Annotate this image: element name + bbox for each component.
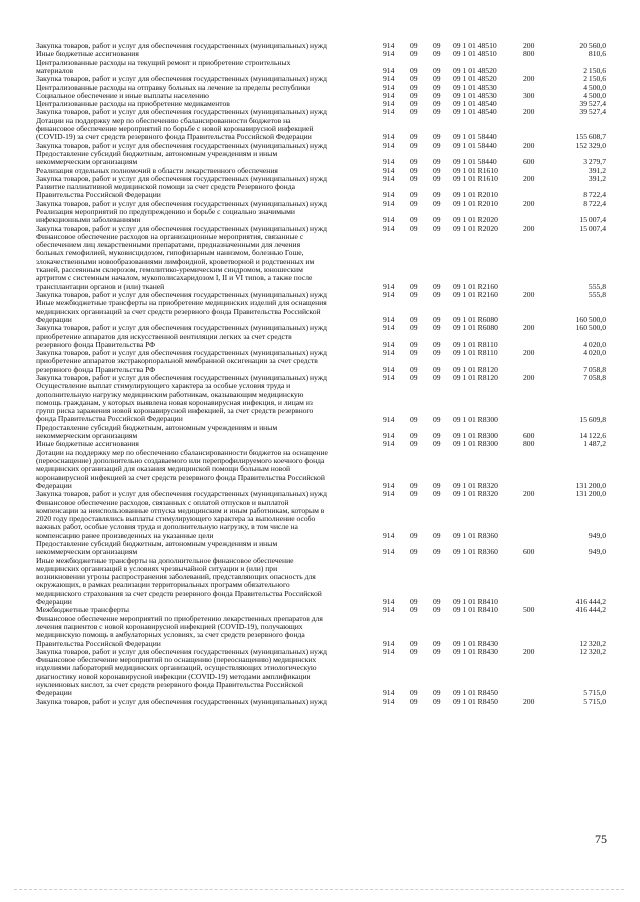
cell-ved: 914: [383, 215, 395, 225]
row-description: Осуществление выплат стимулирующего характера за особые условия труда и дополнительную нагрузку медицинским работникам, оказывающим медицинскую помощь гражданам, у которых выявлена новая коронавирусная инфекция, и лицам из групп риска заражения новой коронавирусной инфекцией, за счет средств резервного фонда Правительства Российской Федерации: [36, 381, 314, 424]
cell-ved: 914: [383, 107, 395, 117]
row-description: Предоставление субсидий бюджетным, автономным учреждениям и иным некоммерческим организациям: [36, 539, 278, 557]
cell-pr: 09: [433, 605, 441, 615]
cell-sum: 4 500,0: [583, 82, 606, 92]
row-description: Закупка товаров, работ и услуг для обеспечения государственных (муниципальных) нужд: [36, 173, 327, 183]
cell-ved: 914: [383, 281, 395, 291]
cell-ved: 914: [383, 82, 395, 92]
cell-pr: 09: [433, 157, 441, 167]
cell-pr: 09: [433, 190, 441, 200]
cell-pr: 09: [433, 132, 441, 142]
row-description: Закупка товаров, работ и услуг для обеспечения государственных (муниципальных) нужд: [36, 41, 327, 50]
cell-sum: 14 122,6: [579, 431, 606, 441]
cell-vr: 500: [523, 605, 535, 615]
cell-ved: 914: [383, 132, 395, 142]
cell-ved: 914: [383, 65, 395, 75]
cell-pr: 09: [433, 281, 441, 291]
cell-csr: 09 1 01 48520: [453, 74, 497, 84]
cell-sum: 5 715,0: [583, 696, 606, 706]
cell-pr: 09: [433, 489, 441, 499]
cell-ved: 914: [383, 90, 395, 100]
cell-vr: 200: [523, 41, 535, 50]
row-description: Иные межбюджетные трансферты на приобретение медицинских изделий для оснащения медицинских организаций за счет средств резервного фонда Правительства Российской Федерации: [36, 298, 327, 324]
row-description: Межбюджетные трансферты: [36, 605, 129, 615]
cell-vr: 600: [523, 547, 535, 557]
cell-sum: 160 500,0: [575, 323, 606, 333]
scan-edge-divider: [14, 889, 624, 890]
row-description: Закупка товаров, работ и услуг для обеспечения государственных (муниципальных) нужд: [36, 348, 327, 358]
cell-sum: 391,2: [588, 173, 606, 183]
cell-ved: 914: [383, 99, 395, 109]
cell-rz: 09: [410, 281, 418, 291]
table-row: [36, 499, 606, 541]
cell-pr: 09: [433, 49, 441, 59]
cell-sum: 131 200,0: [575, 489, 606, 499]
cell-sum: 949,0: [588, 547, 606, 557]
cell-ved: 914: [383, 49, 395, 59]
page-number: 75: [595, 832, 607, 846]
cell-rz: 09: [410, 414, 418, 424]
cell-pr: 09: [433, 74, 441, 84]
cell-rz: 09: [410, 348, 418, 358]
cell-csr: 09 1 01 48540: [453, 107, 497, 117]
cell-sum: 131 200,0: [575, 480, 606, 490]
cell-ved: 914: [383, 439, 395, 449]
cell-sum: 39 527,4: [579, 107, 606, 117]
cell-csr: 09 1 01 R2020: [453, 215, 498, 225]
cell-rz: 09: [410, 173, 418, 183]
cell-vr: 200: [523, 373, 535, 382]
cell-rz: 09: [410, 696, 418, 706]
cell-csr: 09 1 01 48510: [453, 49, 497, 59]
cell-rz: 09: [410, 597, 418, 607]
cell-sum: 2 150,6: [583, 74, 606, 84]
cell-ved: 914: [383, 364, 395, 374]
row-description: Закупка товаров, работ и услуг для обеспечения государственных (муниципальных) нужд: [36, 646, 327, 656]
cell-pr: 09: [433, 696, 441, 706]
row-description: Закупка товаров, работ и услуг для обеспечения государственных (муниципальных) нужд: [36, 323, 327, 333]
cell-csr: 09 1 01 R8120: [453, 364, 498, 374]
cell-rz: 09: [410, 547, 418, 557]
cell-csr: 09 1 01 R6080: [453, 314, 498, 324]
cell-csr: 09 1 01 R8110: [453, 339, 498, 349]
table-row: [36, 382, 606, 424]
cell-pr: 09: [433, 339, 441, 349]
row-description: Иные бюджетные ассигнования: [36, 49, 139, 59]
cell-ved: 914: [383, 489, 395, 499]
cell-pr: 09: [433, 348, 441, 358]
cell-ved: 914: [383, 530, 395, 540]
cell-pr: 09: [433, 638, 441, 648]
cell-pr: 09: [433, 198, 441, 208]
cell-sum: 12 320,2: [579, 638, 606, 648]
table-row: [36, 449, 606, 491]
cell-vr: 200: [523, 348, 535, 358]
cell-pr: 09: [433, 597, 441, 607]
cell-ved: 914: [383, 173, 395, 183]
row-description: Социальное обеспечение и иные выплаты населению: [36, 90, 209, 100]
cell-sum: 4 020,0: [583, 339, 606, 349]
cell-ved: 914: [383, 480, 395, 490]
cell-rz: 09: [410, 530, 418, 540]
cell-ved: 914: [383, 431, 395, 441]
cell-ved: 914: [383, 223, 395, 233]
cell-ved: 914: [383, 373, 395, 382]
cell-ved: 914: [383, 696, 395, 706]
cell-ved: 914: [383, 646, 395, 656]
cell-ved: 914: [383, 41, 395, 50]
cell-rz: 09: [410, 99, 418, 109]
cell-pr: 09: [433, 323, 441, 333]
row-description: Иные бюджетные ассигнования: [36, 439, 139, 449]
cell-pr: 09: [433, 82, 441, 92]
cell-ved: 914: [383, 348, 395, 358]
cell-csr: 09 1 01 R8430: [453, 646, 498, 656]
cell-sum: 2 150,6: [583, 65, 606, 75]
cell-pr: 09: [433, 165, 441, 175]
cell-csr: 09 1 01 R1610: [453, 165, 498, 175]
cell-sum: 1 487,2: [583, 439, 606, 449]
cell-csr: 09 1 01 R2160: [453, 290, 498, 299]
row-description: Закупка товаров, работ и услуг для обеспечения государственных (муниципальных) нужд: [36, 140, 327, 150]
cell-csr: 09 1 01 R8450: [453, 688, 498, 698]
row-description: Дотации на поддержку мер по обеспечению сбалансированности бюджетов на финансовое обеспечение мероприятий по борьбе с новой коронавирусной инфекцией (COVID-19) за счет средств резервного фонда Правительства Российской Федерации: [36, 115, 314, 142]
cell-csr: 09 1 01 R2010: [453, 190, 498, 200]
cell-csr: 09 1 01 R8300: [453, 414, 498, 424]
cell-sum: 152 329,0: [575, 140, 606, 150]
cell-csr: 09 1 01 R8410: [453, 605, 498, 615]
row-description: Финансовое обеспечение мероприятий по приобретению лекарственных препаратов для лечения пациентов с новой коронавирусной инфекцией (COVID-19), получающих медицинскую помощь в амбулаторных условиях, за счет средств резервного фонда Правительства Российской Федерации: [36, 613, 323, 648]
cell-rz: 09: [410, 190, 418, 200]
cell-ved: 914: [383, 290, 395, 299]
cell-pr: 09: [433, 530, 441, 540]
cell-pr: 09: [433, 140, 441, 150]
cell-ved: 914: [383, 638, 395, 648]
cell-pr: 09: [433, 314, 441, 324]
cell-rz: 09: [410, 480, 418, 490]
cell-rz: 09: [410, 82, 418, 92]
cell-sum: 949,0: [588, 530, 606, 540]
row-description: Закупка товаров, работ и услуг для обеспечения государственных (муниципальных) нужд: [36, 198, 327, 208]
cell-rz: 09: [410, 198, 418, 208]
cell-csr: 09 1 01 R8300: [453, 431, 498, 441]
cell-pr: 09: [433, 107, 441, 117]
cell-csr: 09 1 01 R8120: [453, 373, 498, 382]
cell-ved: 914: [383, 339, 395, 349]
cell-vr: 800: [523, 49, 535, 59]
row-description: Централизованные расходы на текущий ремонт и приобретение строительных материалов: [36, 57, 291, 75]
cell-pr: 09: [433, 215, 441, 225]
table-row: [36, 233, 606, 291]
cell-pr: 09: [433, 364, 441, 374]
cell-vr: 200: [523, 74, 535, 84]
row-description: Закупка товаров, работ и услуг для обеспечения государственных (муниципальных) нужд: [36, 74, 327, 84]
table-row: [36, 656, 606, 698]
cell-sum: 555,8: [588, 281, 606, 291]
cell-csr: 09 1 01 R8320: [453, 480, 498, 490]
table-row: [36, 59, 606, 76]
cell-ved: 914: [383, 198, 395, 208]
row-description: Реализация мероприятий по предупреждению и борьбе с социально значимыми инфекционными заболеваниями: [36, 207, 295, 225]
row-description: Закупка товаров, работ и услуг для обеспечения государственных (муниципальных) нужд: [36, 107, 327, 117]
cell-sum: 5 715,0: [583, 688, 606, 698]
row-description: приобретение аппаратов экстракорпоральной мембранной оксигенации за счет средств резервного фонда Правительства РФ: [36, 356, 318, 374]
cell-rz: 09: [410, 90, 418, 100]
cell-sum: 391,2: [588, 165, 606, 175]
cell-rz: 09: [410, 364, 418, 374]
cell-pr: 09: [433, 431, 441, 441]
cell-ved: 914: [383, 165, 395, 175]
cell-sum: 160 500,0: [575, 314, 606, 324]
cell-vr: 200: [523, 198, 535, 208]
cell-sum: 7 058,8: [583, 364, 606, 374]
cell-vr: 600: [523, 157, 535, 167]
cell-pr: 09: [433, 290, 441, 299]
cell-pr: 09: [433, 99, 441, 109]
row-description: Предоставление субсидий бюджетным, автономным учреждениям и иным некоммерческим организациям: [36, 148, 278, 167]
cell-pr: 09: [433, 65, 441, 75]
cell-vr: 800: [523, 439, 535, 449]
cell-csr: 09 1 01 48510: [453, 41, 497, 50]
cell-pr: 09: [433, 646, 441, 656]
cell-sum: 3 279,7: [583, 157, 606, 167]
cell-rz: 09: [410, 107, 418, 117]
cell-csr: 09 1 01 R1610: [453, 173, 498, 183]
table-row: [36, 117, 606, 142]
row-description: Финансовое обеспечение расходов, связанных с оплатой отпусков и выплатой компенсации за неиспользованные отпуска медицинским и иным работникам, которым в 2020 году предоставлялись выплаты стимулирующего характера за выполнение особо важных работ, особые условия труда и дополнительную нагрузку, в том числе на компенсацию ранее произведенных на указанные цели: [36, 497, 325, 540]
cell-csr: 09 1 01 R8410: [453, 597, 498, 607]
table-row: [36, 557, 606, 607]
cell-ved: 914: [383, 414, 395, 424]
cell-csr: 09 1 01 R8110: [453, 348, 498, 358]
cell-ved: 914: [383, 605, 395, 615]
cell-rz: 09: [410, 314, 418, 324]
cell-csr: 09 1 01 48530: [453, 90, 497, 100]
cell-pr: 09: [433, 223, 441, 233]
cell-pr: 09: [433, 173, 441, 183]
cell-rz: 09: [410, 323, 418, 333]
cell-csr: 09 1 01 R8300: [453, 439, 498, 449]
cell-rz: 09: [410, 489, 418, 499]
cell-ved: 914: [383, 140, 395, 150]
cell-csr: 09 1 01 48540: [453, 99, 497, 109]
cell-csr: 09 1 01 48530: [453, 82, 497, 92]
cell-csr: 09 1 01 R8320: [453, 489, 498, 499]
cell-csr: 09 1 01 R2160: [453, 281, 498, 291]
cell-pr: 09: [433, 373, 441, 382]
row-description: Закупка товаров, работ и услуг для обеспечения государственных (муниципальных) нужд: [36, 489, 327, 499]
row-description: Закупка товаров, работ и услуг для обеспечения государственных (муниципальных) нужд: [36, 696, 327, 706]
table-row: [36, 333, 606, 350]
cell-rz: 09: [410, 41, 418, 50]
cell-rz: 09: [410, 140, 418, 150]
row-description: Закупка товаров, работ и услуг для обеспечения государственных (муниципальных) нужд: [36, 373, 327, 382]
cell-rz: 09: [410, 215, 418, 225]
cell-vr: 600: [523, 431, 535, 441]
cell-csr: 09 1 01 48520: [453, 65, 497, 75]
cell-rz: 09: [410, 65, 418, 75]
cell-pr: 09: [433, 688, 441, 698]
cell-rz: 09: [410, 431, 418, 441]
cell-pr: 09: [433, 41, 441, 50]
cell-csr: 09 1 01 58440: [453, 132, 497, 142]
cell-sum: 4 500,0: [583, 90, 606, 100]
cell-rz: 09: [410, 605, 418, 615]
cell-rz: 09: [410, 688, 418, 698]
cell-pr: 09: [433, 90, 441, 100]
row-description: Финансовое обеспечение мероприятий по оснащению (переоснащению) медицинских изделиями лабораторий медицинских организаций, осуществляющих этиологическую диагностику новой коронавирусной инфекции (COVID-19) методами амплификации нуклеиновых кислот, за счет средств резервного фонда Правительства Российской Федерации: [36, 655, 317, 698]
row-description: приобретение аппаратов для искусственной вентиляции легких за счет средств резервного фонда Правительства РФ: [36, 331, 292, 349]
cell-pr: 09: [433, 414, 441, 424]
cell-csr: 09 1 01 R6080: [453, 323, 498, 333]
cell-vr: 200: [523, 696, 535, 706]
row-description: Предоставление субсидий бюджетным, автономным учреждениям и иным некоммерческим организациям: [36, 422, 278, 441]
cell-ved: 914: [383, 323, 395, 333]
cell-sum: 4 020,0: [583, 348, 606, 358]
cell-pr: 09: [433, 439, 441, 449]
cell-vr: 200: [523, 489, 535, 499]
cell-sum: 155 608,7: [575, 132, 606, 142]
cell-sum: 7 058,8: [583, 373, 606, 382]
row-description: Централизованные расходы на отправку больных на лечение за пределы республики: [36, 82, 311, 92]
cell-rz: 09: [410, 638, 418, 648]
cell-ved: 914: [383, 157, 395, 167]
cell-rz: 09: [410, 339, 418, 349]
row-description: Иные межбюджетные трансферты на дополнительное финансовое обеспечение медицинских организаций в условиях чрезвычайной ситуации и (или) при возникновении угрозы распространения заболеваний, представляющих опасность для окружающих, в рамках реализации территориальных программ обязательного медицинского страхования за счет средств резервного фонда Правительства Российской Федерации: [36, 555, 322, 607]
cell-vr: 200: [523, 290, 535, 299]
cell-rz: 09: [410, 157, 418, 167]
cell-ved: 914: [383, 547, 395, 557]
cell-sum: 416 444,2: [575, 597, 606, 607]
cell-ved: 914: [383, 597, 395, 607]
table-row: [36, 615, 606, 648]
table-row: [36, 183, 606, 200]
cell-sum: 12 320,2: [579, 646, 606, 656]
row-description: Закупка товаров, работ и услуг для обеспечения государственных (муниципальных) нужд: [36, 223, 327, 233]
table-row: [36, 540, 606, 557]
cell-sum: 8 722,4: [583, 198, 606, 208]
row-description: Финансовое обеспечение расходов на организационные мероприятия, связанные с обеспечением лиц лекарственными препаратами, предназначенными для лечения больных гемофилией, муковисцидозом, гипофизарным нанизмом, болезнью Гоше, злокачественными новообразованиями лимфоидной, кроветворной и родственных им тканей, рассеянным склерозом, гемолитико-уремическим синдромом, юношеским артритом с системным началом, мукополисахаридозом I, II и VI типов, а также после трансплантации органов и (или) тканей: [36, 231, 315, 291]
cell-ved: 914: [383, 74, 395, 84]
cell-csr: 09 1 01 58440: [453, 157, 497, 167]
cell-pr: 09: [433, 547, 441, 557]
cell-sum: 15 007,4: [579, 223, 606, 233]
cell-csr: 09 1 01 R8430: [453, 638, 498, 648]
cell-rz: 09: [410, 74, 418, 84]
cell-sum: 555,8: [588, 290, 606, 299]
cell-rz: 09: [410, 132, 418, 142]
cell-csr: 09 1 01 R8450: [453, 696, 498, 706]
cell-ved: 914: [383, 314, 395, 324]
cell-vr: 200: [523, 223, 535, 233]
cell-sum: 20 560,0: [579, 41, 606, 50]
cell-sum: 15 007,4: [579, 215, 606, 225]
cell-vr: 200: [523, 323, 535, 333]
table-row: [36, 299, 606, 324]
cell-rz: 09: [410, 439, 418, 449]
cell-ved: 914: [383, 190, 395, 200]
cell-csr: 09 1 01 R2020: [453, 223, 498, 233]
cell-csr: 09 1 01 R8360: [453, 547, 498, 557]
row-description: Централизованные расходы на приобретение медикаментов: [36, 99, 230, 109]
cell-sum: 15 609,8: [579, 414, 606, 424]
cell-vr: 200: [523, 646, 535, 656]
cell-sum: 8 722,4: [583, 190, 606, 200]
cell-rz: 09: [410, 290, 418, 299]
cell-sum: 39 527,4: [579, 99, 606, 109]
cell-rz: 09: [410, 646, 418, 656]
cell-vr: 200: [523, 173, 535, 183]
cell-rz: 09: [410, 223, 418, 233]
cell-sum: 810,6: [588, 49, 606, 59]
cell-csr: 09 1 01 58440: [453, 140, 497, 150]
row-description: Реализация отдельных полномочий в области лекарственного обеспечения: [36, 165, 278, 175]
row-description: Закупка товаров, работ и услуг для обеспечения государственных (муниципальных) нужд: [36, 290, 327, 299]
cell-csr: 09 1 01 R2010: [453, 198, 498, 208]
table-row: [36, 424, 606, 441]
cell-rz: 09: [410, 165, 418, 175]
cell-vr: 200: [523, 140, 535, 150]
table-row: [36, 698, 606, 706]
cell-rz: 09: [410, 373, 418, 382]
row-description: Развитие паллиативной медицинской помощи за счет средств Резервного фонда Правительства Российской Федерации: [36, 182, 295, 200]
cell-vr: 300: [523, 90, 535, 100]
cell-sum: 416 444,2: [575, 605, 606, 615]
cell-rz: 09: [410, 49, 418, 59]
table-row: [36, 150, 606, 167]
cell-ved: 914: [383, 688, 395, 698]
row-description: Дотации на поддержку мер по обеспечению сбалансированности бюджетов на оснащение (переоснащение) дополнительно создаваемого или перепрофилируемого коечного фонда медицинских организаций для оказания медицинской помощи больным новой коронавирусной инфекцией за счет средств резервного фонда Правительства Российской Федерации: [36, 447, 328, 490]
cell-csr: 09 1 01 R8360: [453, 530, 498, 540]
table-row: [36, 357, 606, 374]
table-row: [36, 208, 606, 225]
cell-pr: 09: [433, 480, 441, 490]
cell-vr: 200: [523, 107, 535, 117]
